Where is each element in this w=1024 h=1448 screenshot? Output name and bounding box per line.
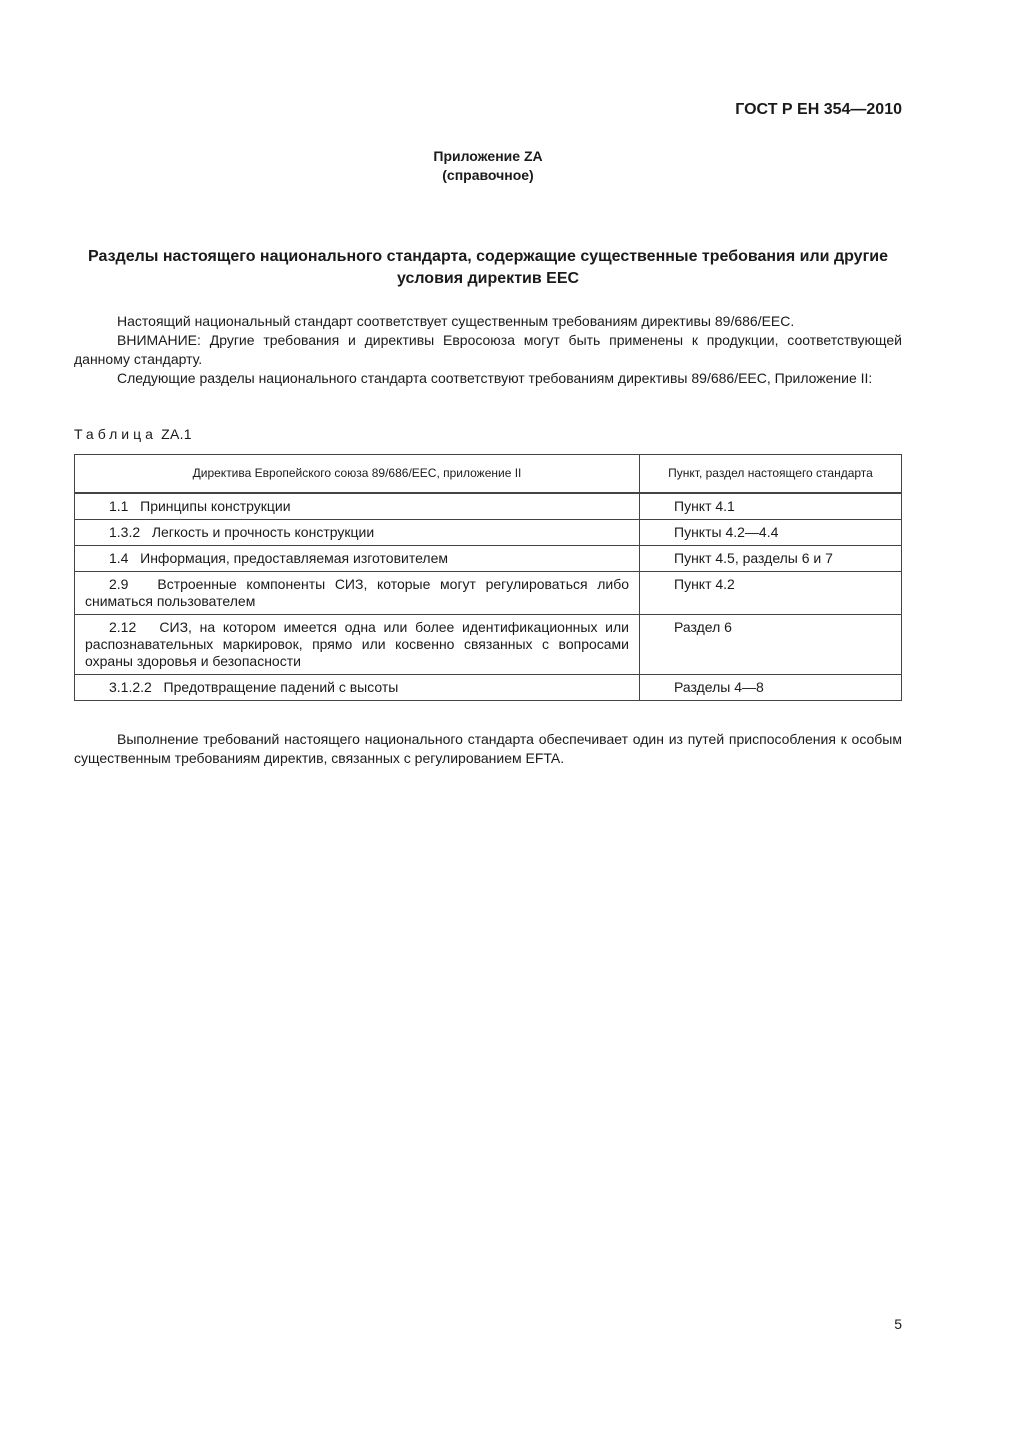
- annex-status: (справочное): [442, 167, 534, 183]
- clause-cell: Пункт 4.1: [640, 493, 902, 520]
- directive-text: Легкость и прочность конструкции: [151, 524, 375, 540]
- directive-number: 1.1: [109, 498, 129, 514]
- directive-text: Принципы конструкции: [140, 498, 291, 514]
- table-row: [75, 675, 902, 701]
- table-caption: [74, 426, 192, 442]
- directive-text: СИЗ, на котором имеется одна или более идентификационных или распознавательных маркировок, прямо или косвенно связанных с вопросами охраны здоровья и безопасности: [85, 619, 629, 669]
- directive-number: 1.4: [109, 550, 129, 566]
- intro-paragraph: Следующие разделы национального стандарта соответствуют требованиям директивы 89/686/ЕЕС, Приложение II:: [117, 370, 873, 386]
- directive-text: Встроенные компоненты СИЗ, которые могут регулироваться либо сниматься пользователем: [85, 576, 629, 609]
- directive-number: 1.3.2: [109, 524, 141, 540]
- section-title: Разделы настоящего национального стандарта, содержащие существенные требования или другие условия директив ЕЕС: [88, 248, 888, 287]
- table-row: [75, 572, 902, 615]
- directive-cell: [75, 572, 640, 615]
- directive-text: Информация, предоставляемая изготовителем: [140, 550, 448, 566]
- table-row: [75, 546, 902, 572]
- header-clause: Пункт, раздел настоящего стандарта: [640, 455, 902, 494]
- annex-heading: [0, 147, 976, 185]
- table-row: [75, 493, 902, 520]
- intro-paragraph: Настоящий национальный стандарт соответствует существенным требованиям директивы 89/686/ЕЕС.: [117, 313, 795, 329]
- intro-text: [74, 312, 902, 388]
- directive-cell: [75, 615, 640, 675]
- clause-cell: Пункт 4.2: [640, 572, 902, 615]
- directive-table: [74, 454, 902, 701]
- table-caption-number: ZA.1: [161, 426, 192, 442]
- page-number: 5: [894, 1316, 902, 1332]
- header-directive: Директива Европейского союза 89/686/ЕЕС, приложение II: [75, 455, 640, 494]
- closing-text: [74, 730, 902, 768]
- closing-paragraph: Выполнение требований настоящего национального стандарта обеспечивает один из путей приспособления к особым существенным требованиям директив, связанных с регулированием EFTA.: [74, 731, 902, 766]
- directive-number: 3.1.2.2: [109, 679, 152, 695]
- clause-cell: Раздел 6: [640, 615, 902, 675]
- directive-cell: [75, 675, 640, 701]
- clause-cell: Пункт 4.5, разделы 6 и 7: [640, 546, 902, 572]
- directive-cell: [75, 493, 640, 520]
- directive-number: 2.9: [109, 576, 129, 592]
- table-header-row: [75, 455, 902, 494]
- annex-title: Приложение ZA: [433, 148, 543, 164]
- intro-paragraph: ВНИМАНИЕ: Другие требования и директивы Евросоюза могут быть применены к продукции, соответствующей данному стандарту.: [74, 332, 902, 367]
- table-caption-word: Таблица: [74, 426, 157, 442]
- directive-text: Предотвращение падений с высоты: [163, 679, 399, 695]
- directive-cell: [75, 546, 640, 572]
- clause-cell: Пункты 4.2—4.4: [640, 520, 902, 546]
- clause-cell: Разделы 4—8: [640, 675, 902, 701]
- document-code: ГОСТ Р ЕН 354—2010: [735, 101, 902, 118]
- directive-cell: [75, 520, 640, 546]
- table-row: [75, 520, 902, 546]
- table-row: [75, 615, 902, 675]
- directive-number: 2.12: [109, 619, 137, 635]
